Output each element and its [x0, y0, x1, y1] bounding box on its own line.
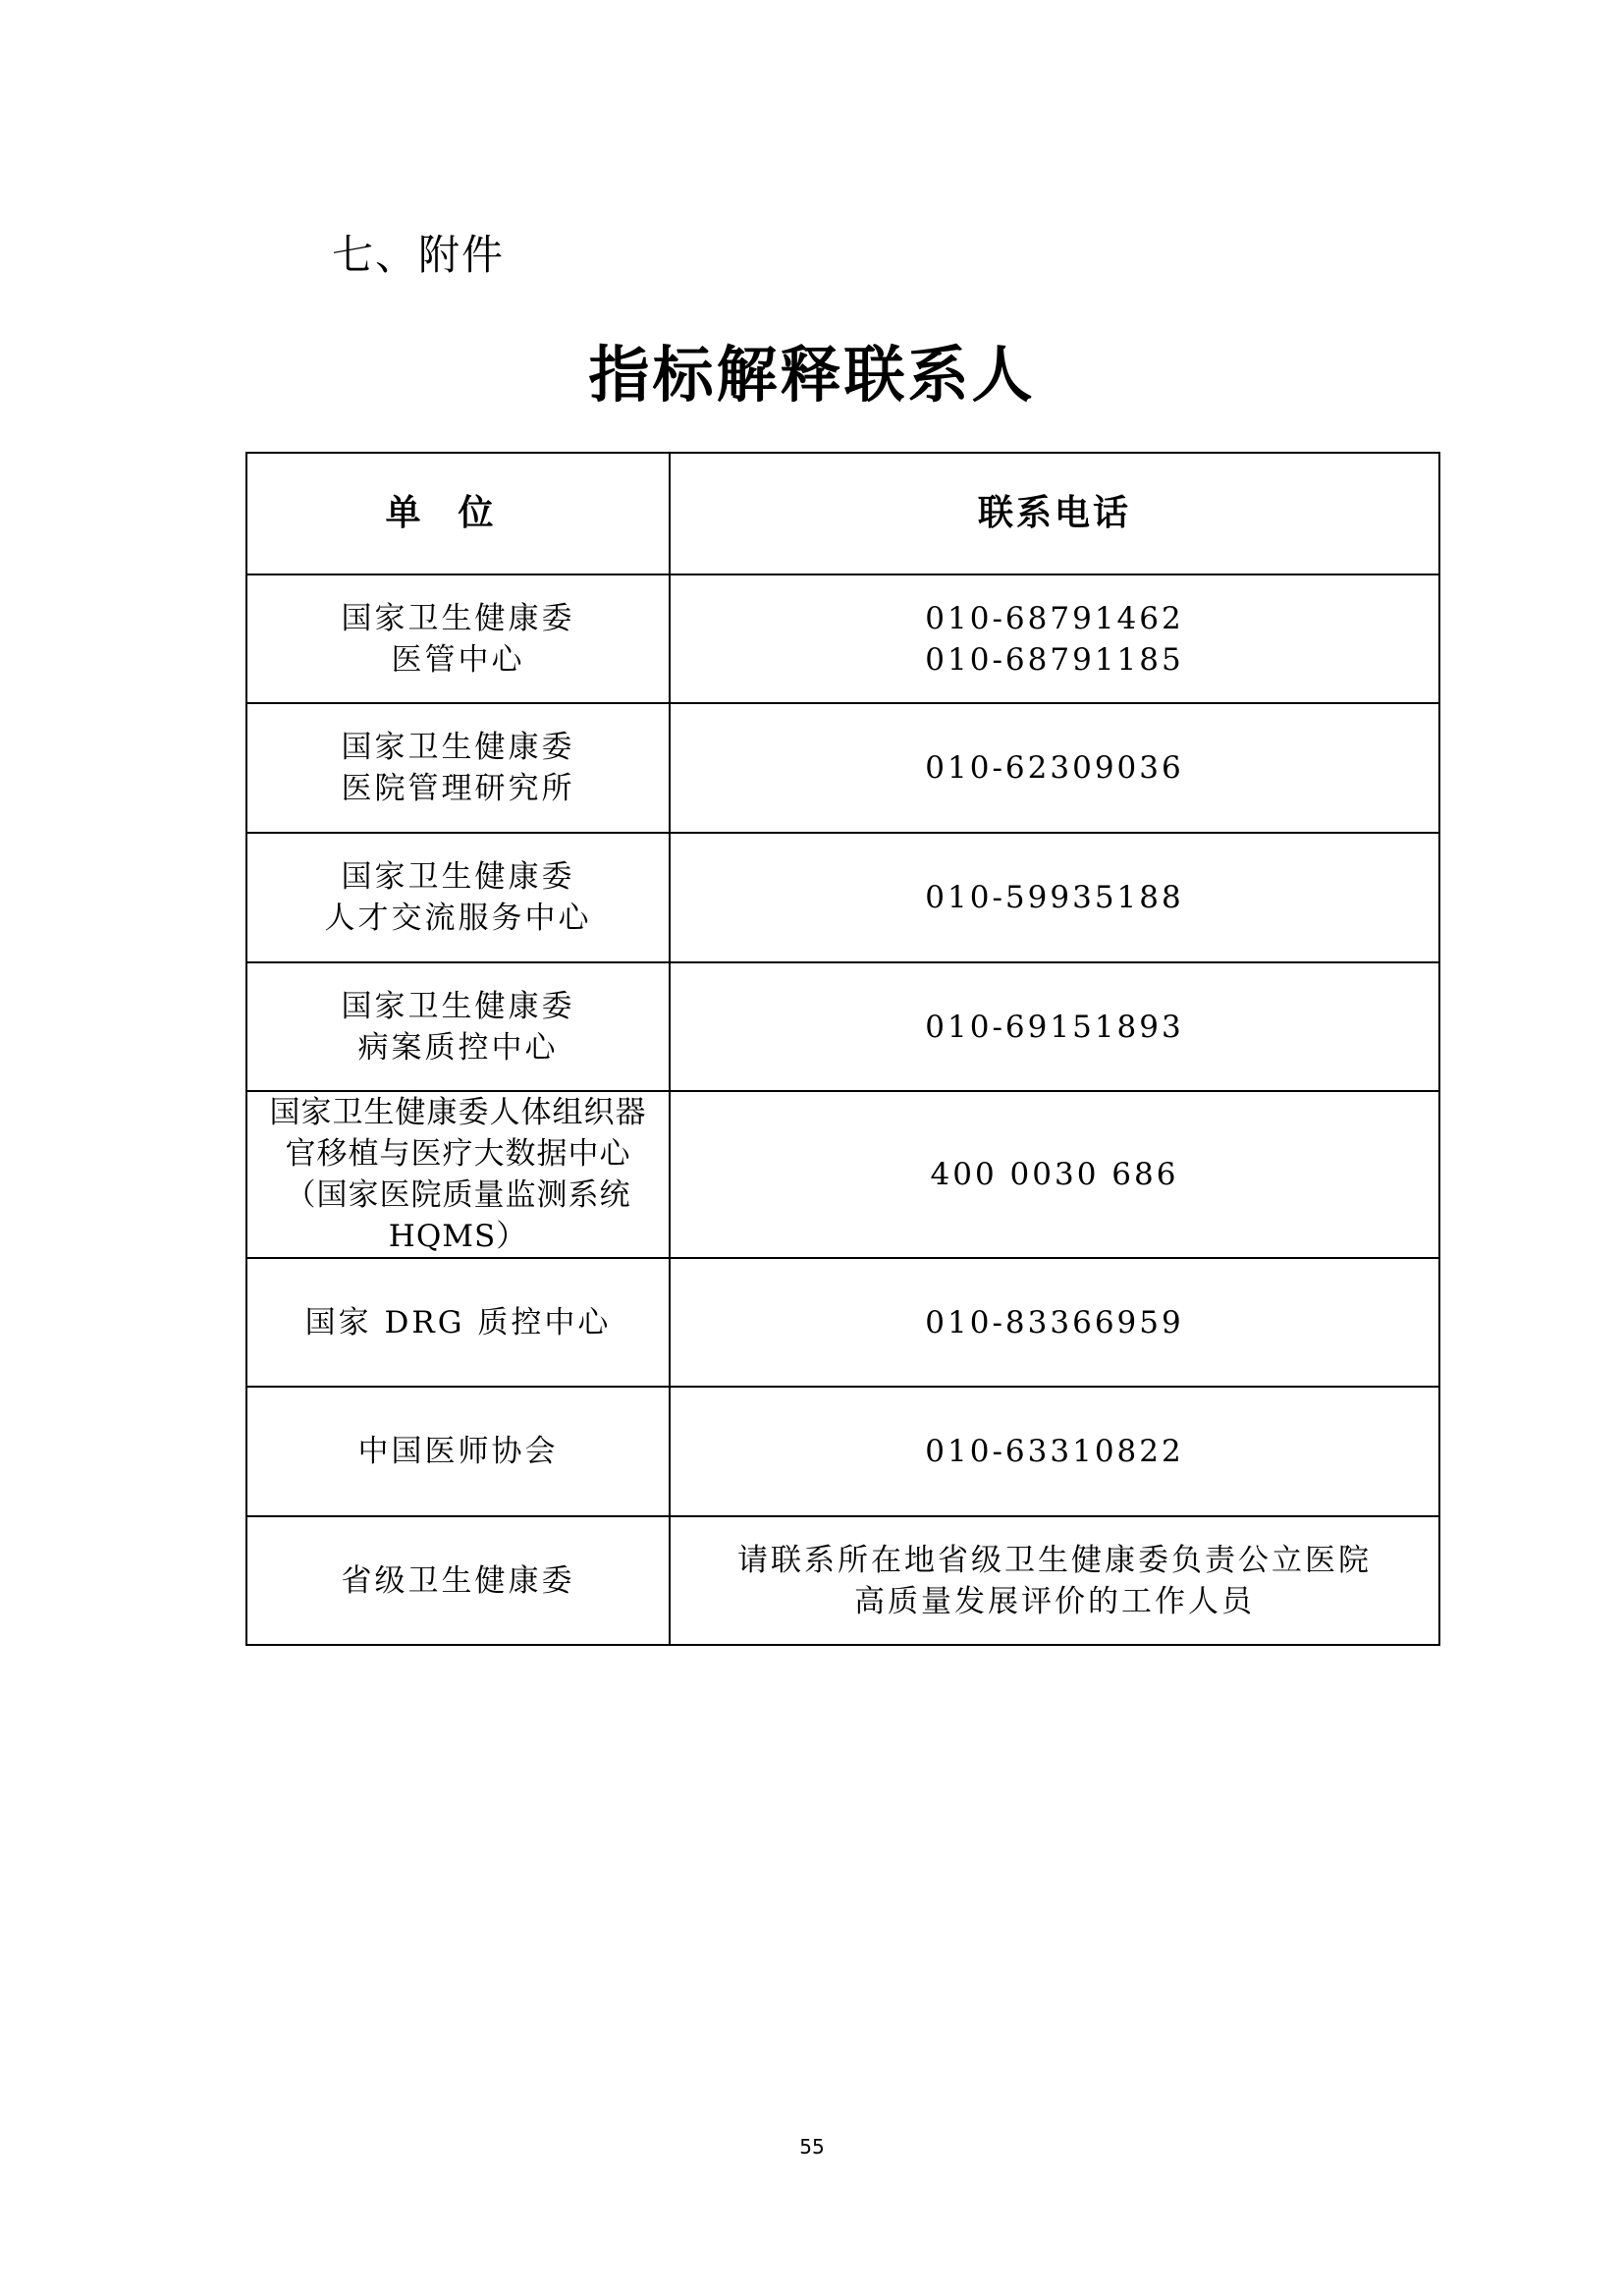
unit-line: 医管中心	[391, 641, 525, 678]
unit-cell	[246, 1387, 670, 1516]
phone-number: 010-69151893	[925, 1009, 1184, 1045]
page-number: 55	[799, 2135, 825, 2159]
unit-line: 国家卫生健康委	[341, 730, 575, 765]
table-header-row	[246, 453, 1439, 574]
table-row	[246, 833, 1439, 962]
unit-line: 国家卫生健康委	[341, 859, 575, 895]
unit-line: 医院管理研究所	[341, 771, 575, 806]
unit-cell	[246, 574, 670, 703]
phone-number: 010-68791185	[925, 641, 1184, 678]
unit-line: 中国医师协会	[357, 1434, 559, 1469]
phone-number: 010-68791462	[925, 600, 1184, 636]
table-row	[246, 962, 1439, 1091]
section-heading: 七、附件	[332, 231, 506, 279]
page-title: 指标解释联系人	[588, 339, 1036, 410]
unit-cell	[246, 1516, 670, 1645]
contact-note: 请联系所在地省级卫生健康委负责公立医院	[737, 1542, 1372, 1578]
phone-number: 010-83366959	[925, 1304, 1184, 1340]
table-row	[246, 1091, 1439, 1258]
unit-line: 人才交流服务中心	[324, 901, 592, 936]
unit-cell	[246, 833, 670, 962]
unit-line: HQMS）	[388, 1219, 528, 1254]
unit-line: 病案质控中心	[357, 1029, 559, 1066]
column-header-unit: 单位	[246, 453, 670, 574]
contact-table	[245, 452, 1440, 1646]
table-row	[246, 1387, 1439, 1516]
phone-cell	[670, 1387, 1439, 1516]
unit-line: 国家 DRG 质控中心	[304, 1304, 612, 1340]
unit-line: （国家医院质量监测系统	[285, 1177, 631, 1213]
unit-cell	[246, 703, 670, 833]
unit-line: 省级卫生健康委	[341, 1562, 575, 1599]
table-row	[246, 574, 1439, 703]
unit-line: 官移植与医疗大数据中心	[285, 1136, 631, 1172]
unit-line: 国家卫生健康委	[341, 600, 575, 636]
phone-cell	[670, 1516, 1439, 1645]
column-header-phone: 联系电话	[670, 453, 1439, 574]
phone-number: 400 0030 686	[930, 1157, 1179, 1192]
phone-number: 010-63310822	[925, 1434, 1184, 1469]
table-row	[246, 703, 1439, 833]
phone-cell	[670, 1258, 1439, 1387]
unit-cell	[246, 1091, 670, 1258]
phone-cell	[670, 703, 1439, 833]
contact-note: 高质量发展评价的工作人员	[854, 1583, 1255, 1619]
unit-line: 国家卫生健康委人体组织器	[269, 1095, 647, 1130]
phone-cell	[670, 574, 1439, 703]
unit-cell	[246, 962, 670, 1091]
phone-number: 010-62309036	[925, 750, 1184, 786]
unit-line: 国家卫生健康委	[341, 988, 575, 1024]
phone-cell	[670, 962, 1439, 1091]
table-row	[246, 1516, 1439, 1645]
phone-number: 010-59935188	[925, 880, 1184, 915]
phone-cell	[670, 1091, 1439, 1258]
phone-cell	[670, 833, 1439, 962]
table-row	[246, 1258, 1439, 1387]
unit-cell	[246, 1258, 670, 1387]
